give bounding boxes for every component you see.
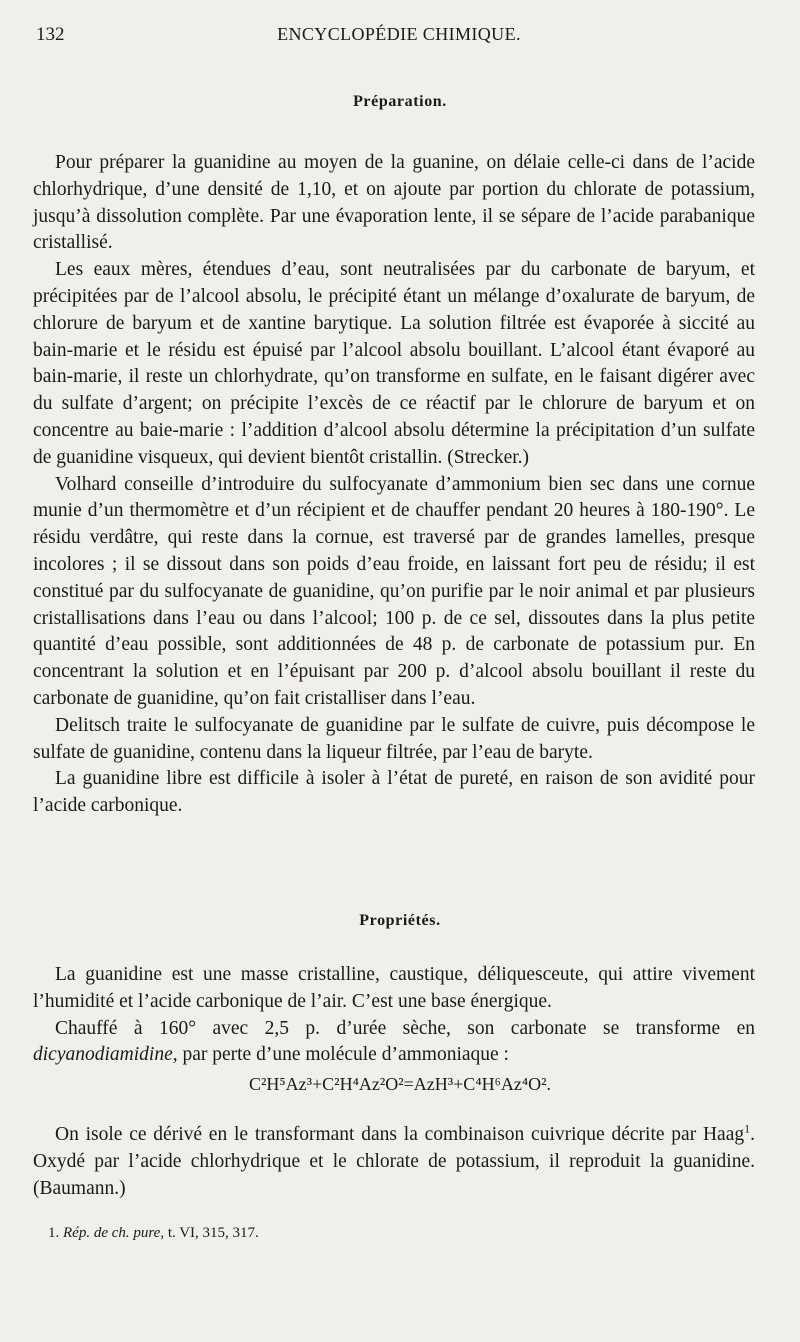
footnote bbox=[48, 1225, 259, 1242]
properties-section-continued bbox=[33, 1122, 755, 1202]
footnote-reference[interactable]: 1 bbox=[744, 1121, 751, 1136]
paragraph: Volhard conseille d’introduire du sulfocyanate d’ammonium bien sec dans une cornue munie d’un thermomètre et d’un récipient et de chauffer pendant 20 heures à 180-190°. Le résidu verdâtre, qui reste dans la cornue, est traversé par de grandes lamelles, presque incolores ; il se dissout dans son poids d’eau froide, en laissant fort peu de résidu; il est constitué par du sulfocyanate de guanidine, qu’on purifie par le noir animal et par plusieurs cristallisations dans l’eau ou dans l’alcool; 100 p. de ce sel, dissoutes dans la plus petite quantité d’eau possible, sont additionnées de 48 p. de carbonate de potassium pur. En concentrant la solution et en l’épuisant par 200 p. d’alcool absolu bouillant il reste du carbonate de guanidine, qu’on fait cristalliser dans l’eau. bbox=[33, 473, 755, 709]
text-run: . Oxydé par l’acide chlorhydrique et le chlorate de potassium, il reproduit la guanidine. (Baumann.) bbox=[33, 1124, 755, 1199]
footnote-number: 1. bbox=[48, 1225, 60, 1241]
text-run: par perte d’une molécule d’ammoniaque : bbox=[177, 1044, 509, 1066]
properties-section bbox=[33, 962, 755, 1069]
preparation-section bbox=[33, 150, 755, 820]
paragraph bbox=[33, 1016, 755, 1070]
paragraph: Pour préparer la guanidine au moyen de la guanine, on délaie celle-ci dans de l’acide chlorhydrique, d’une densité de 1,10, et on ajoute par portion du chlorate de potassium, jusqu’à dissolution complète. Par une évaporation lente, il se sépare de l’acide parabanique cristallisé. bbox=[33, 152, 755, 254]
section-heading-preparation: Préparation. bbox=[353, 93, 447, 110]
paragraph: Delitsch traite le sulfocyanate de guanidine par le sulfate de cuivre, puis décompose le sulfate de guanidine, contenu dans la liqueur filtrée, par l’eau de baryte. bbox=[33, 714, 755, 763]
paragraph: La guanidine est une masse cristalline, caustique, déliquesceute, qui attire vivement l’humidité et l’acide carbonique de l’air. C’est une base énergique. bbox=[33, 964, 755, 1012]
italic-term: dicyanodiamidine, bbox=[33, 1044, 178, 1066]
paragraph: Les eaux mères, étendues d’eau, sont neutralisées par du carbonate de baryum, et précipitées par de l’alcool absolu, le précipité étant un mélange d’oxalurate de baryum, de chlorure de baryum et de xantine barytique. La solution filtrée est évaporée à siccité au bain-marie et le résidu est épuisé par l’alcool absolu bouillant. L’alcool étant évaporé au bain-marie, il reste un chlorhydrate, qu’on transforme en sulfate, en le faisant digérer avec du sulfate d’argent; on précipite l’excès de ce réactif par le chlorure de baryum et on concentre au baie-marie : l’addition d’alcool absolu détermine la précipitation d’un sulfate de guanidine visqueux, qui devient bientôt cristallin. (Strecker.) bbox=[33, 259, 755, 468]
running-head bbox=[36, 24, 762, 48]
text-run: Chauffé à 160° avec 2,5 p. d’urée sèche, son carbonate se transforme en bbox=[55, 1017, 755, 1039]
page-number: 132 bbox=[36, 24, 65, 45]
paragraph bbox=[33, 1122, 755, 1202]
text-run: On isole ce dérivé en le transformant dans la combinaison cuivrique décrite par Haag bbox=[55, 1124, 745, 1145]
footnote-source-title: Rép. de ch. pure, bbox=[63, 1225, 165, 1241]
header-title: ENCYCLOPÉDIE CHIMIQUE. bbox=[277, 24, 521, 44]
section-heading-proprietes: Propriétés. bbox=[359, 912, 441, 929]
paragraph: La guanidine libre est difficile à isoler à l’état de pureté, en raison de son avidité pour l’acide carbonique. bbox=[33, 768, 755, 817]
chemical-formula: C²H⁵Az³+C²H⁴Az²O²=AzH³+C⁴H⁶Az⁴O². bbox=[248, 1074, 552, 1094]
footnote-citation: t. VI, 315, 317. bbox=[164, 1225, 259, 1241]
